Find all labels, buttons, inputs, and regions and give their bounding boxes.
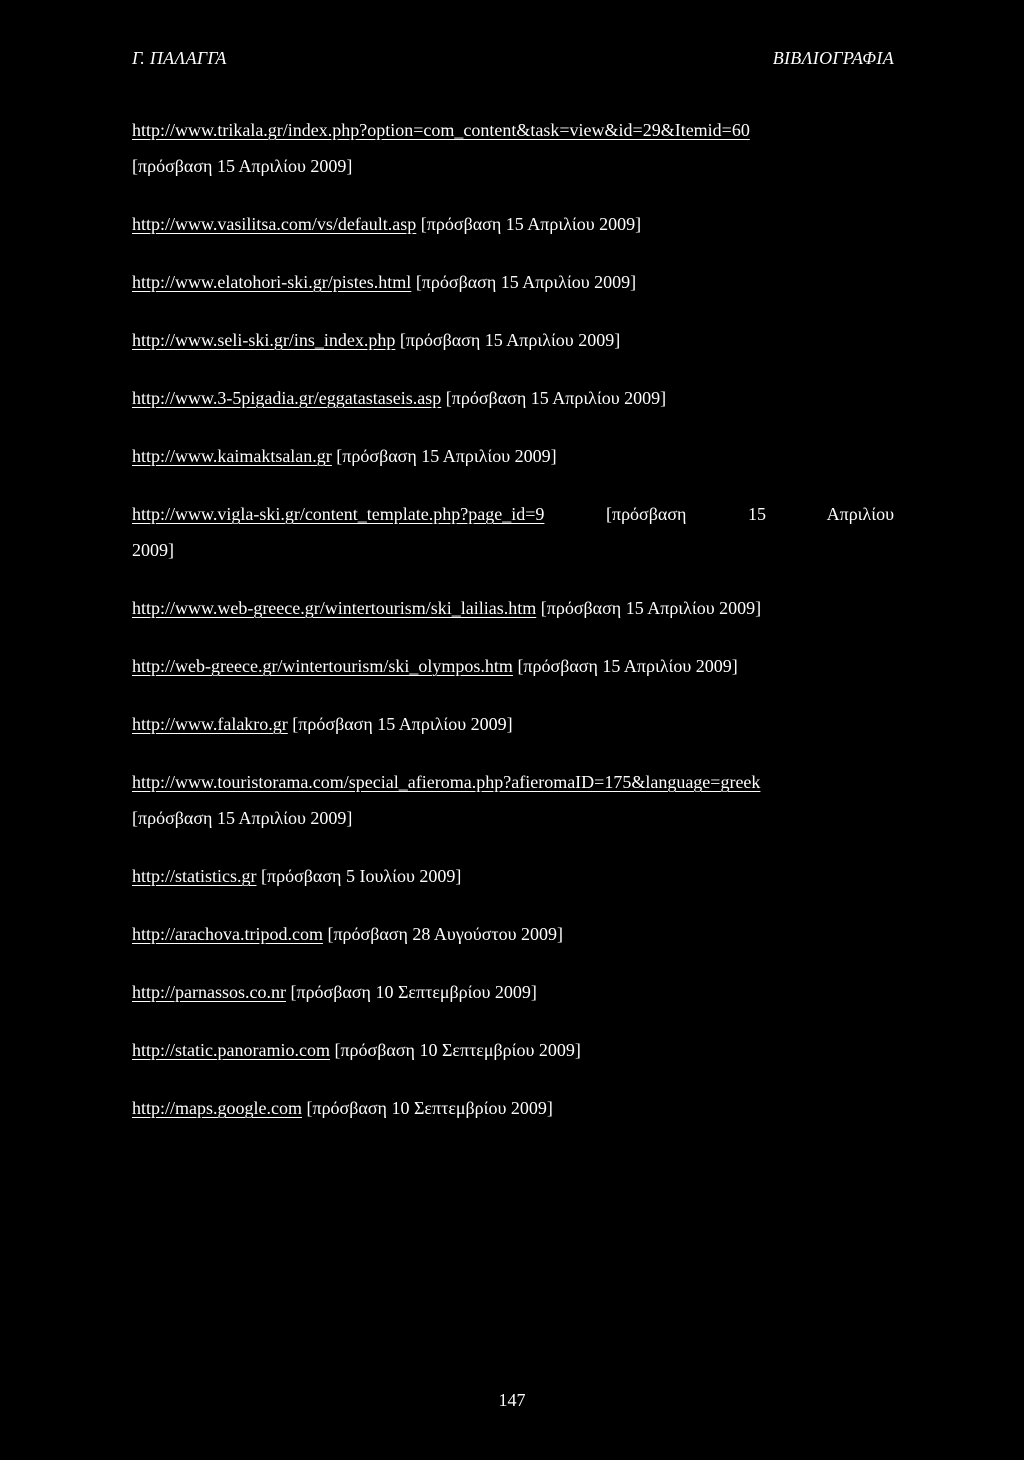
access-date: [πρόσβαση 15 Απριλίου 2009]: [132, 156, 353, 176]
reference-link[interactable]: http://static.panoramio.com: [132, 1040, 330, 1060]
reference-link[interactable]: http://www.web-greece.gr/wintertourism/ski_lailias.htm: [132, 598, 537, 618]
access-date: [πρόσβαση 10 Σεπτεμβρίου 2009]: [306, 1098, 553, 1118]
reference-item: [132, 974, 894, 1010]
reference-link[interactable]: http://statistics.gr: [132, 866, 257, 886]
access-date: [πρόσβαση 15 Απριλίου 2009]: [517, 656, 738, 676]
access-date: [πρόσβαση 10 Σεπτεμβρίου 2009]: [290, 982, 537, 1002]
access-date-continued: 2009]: [132, 540, 174, 560]
reference-link[interactable]: http://www.vasilitsa.com/vs/default.asp: [132, 214, 417, 234]
access-date: [πρόσβαση 15 Απριλίου 2009]: [399, 330, 621, 350]
reference-link[interactable]: http://parnassos.co.nr: [132, 982, 286, 1002]
reference-link[interactable]: http://www.falakro.gr: [132, 714, 288, 734]
header-author: Γ. ΠΑΛΑΓΓΑ: [132, 48, 227, 68]
reference-item: [132, 264, 894, 300]
access-date: [πρόσβαση 10 Σεπτεμβρίου 2009]: [334, 1040, 581, 1060]
reference-item: [132, 496, 894, 568]
reference-item: [132, 1090, 894, 1126]
reference-item: [132, 648, 894, 684]
reference-item: [132, 764, 894, 836]
reference-link[interactable]: http://www.elatohori-ski.gr/pistes.html: [132, 272, 412, 292]
reference-item: [132, 590, 894, 626]
access-date: [πρόσβαση 15 Απριλίου 2009]: [132, 808, 353, 828]
reference-item: [132, 1032, 894, 1068]
access-date: [πρόσβαση 15 Απριλίου 2009]: [445, 388, 667, 408]
access-date: [πρόσβαση 15 Απριλίου 2009]: [420, 214, 642, 234]
page-number: 147: [498, 1390, 526, 1410]
reference-item: [132, 112, 894, 184]
reference-item: [132, 706, 894, 742]
reference-item: [132, 916, 894, 952]
reference-item: [132, 438, 894, 474]
access-date: [πρόσβαση 15 Απριλίου 2009]: [336, 446, 557, 466]
access-date: [πρόσβαση 15 Απριλίου 2009]: [415, 272, 637, 292]
reference-item: [132, 322, 894, 358]
reference-link[interactable]: http://maps.google.com: [132, 1098, 302, 1118]
reference-link[interactable]: http://www.kaimaktsalan.gr: [132, 446, 332, 466]
running-header: [132, 48, 894, 74]
access-date: [πρόσβαση 15 Απριλίου 2009]: [540, 598, 762, 618]
reference-item: [132, 206, 894, 242]
header-section-title: ΒΙΒΛΙΟΓΡΑΦΙΑ: [772, 48, 894, 68]
access-date: [πρόσβαση 15 Απριλίου: [605, 504, 895, 524]
reference-link[interactable]: http://www.touristorama.com/special_afieroma.php?afieromaID=175&language=greek: [132, 772, 761, 792]
access-date: [πρόσβαση 5 Ιουλίου 2009]: [261, 866, 462, 886]
access-date: [πρόσβαση 15 Απριλίου 2009]: [292, 714, 513, 734]
reference-link[interactable]: http://arachova.tripod.com: [132, 924, 323, 944]
reference-link[interactable]: http://www.seli-ski.gr/ins_index.php: [132, 330, 396, 350]
reference-link[interactable]: http://www.3-5pigadia.gr/eggatastaseis.asp: [132, 388, 442, 408]
reference-list: [132, 112, 894, 1148]
reference-link[interactable]: http://www.vigla-ski.gr/content_template.php?page_id=9: [132, 504, 545, 524]
reference-item: [132, 380, 894, 416]
reference-link[interactable]: http://web-greece.gr/wintertourism/ski_olympos.htm: [132, 656, 513, 676]
access-date: [πρόσβαση 28 Αυγούστου 2009]: [327, 924, 564, 944]
reference-link[interactable]: http://www.trikala.gr/index.php?option=com_content&task=view&id=29&Itemid=60: [132, 120, 750, 140]
reference-item: [132, 858, 894, 894]
